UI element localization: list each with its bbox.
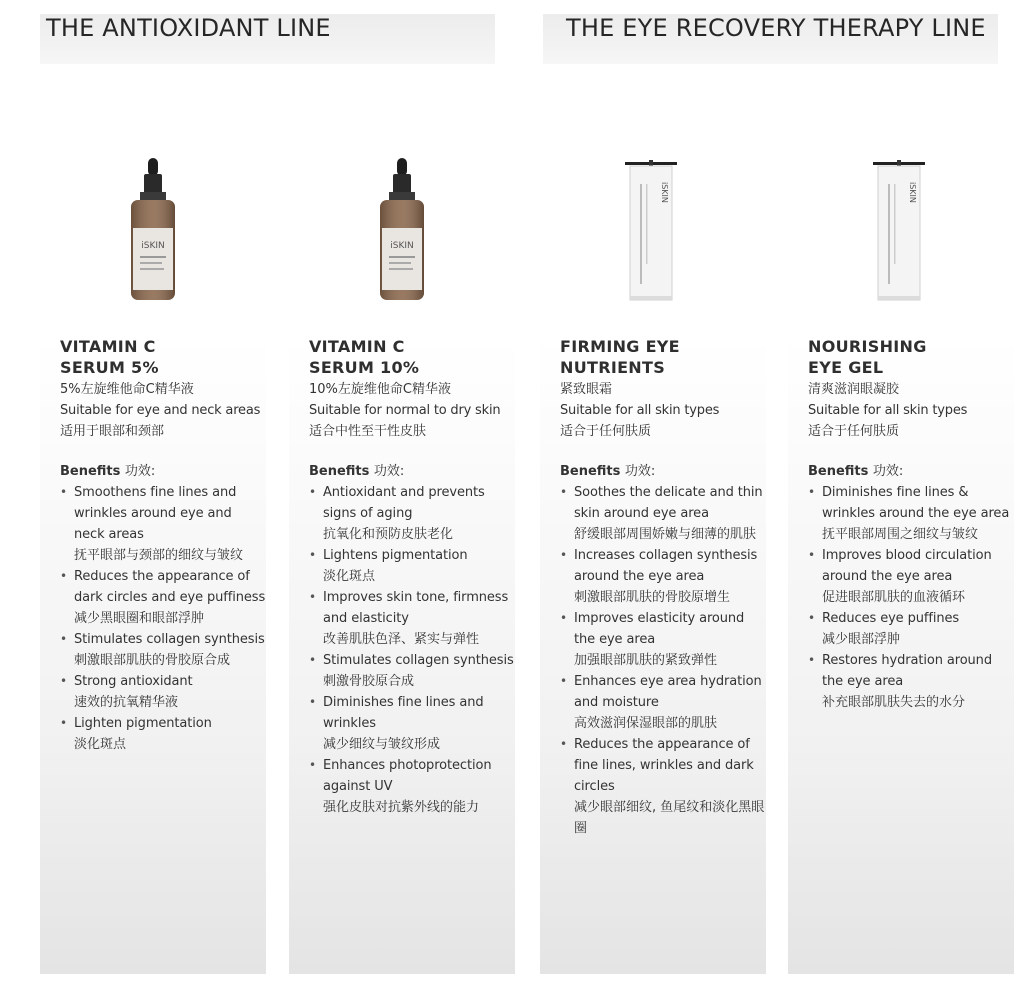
list-item: • Soothes the delicate and thin skin around eye area 舒缓眼部周围娇嫩与细薄的肌肤	[560, 482, 766, 545]
list-item: • Enhances eye area hydration and moisture 高效滋润保湿眼部的肌肤	[560, 671, 766, 734]
list-item: • Improves blood circulation around the eye area 促进眼部肌肤的血液循环	[808, 545, 1014, 608]
list-item: • Smoothens fine lines and wrinkles around eye and neck areas 抚平眼部与颈部的细纹与皱纹	[60, 482, 266, 566]
list-item: • Diminishes fine lines and wrinkles 减少细纹与皱纹形成	[309, 692, 515, 755]
dropper-bottle-image	[40, 156, 266, 306]
list-item: • Diminishes fine lines & wrinkles around the eye area 抚平眼部周围之细纹与皱纹	[808, 482, 1014, 545]
suitability: Suitable for eye and neck areas	[60, 403, 261, 418]
benefits-list	[560, 482, 766, 839]
product-column-nourishing-eye-gel	[788, 64, 1014, 974]
suitability: Suitable for normal to dry skin	[309, 403, 501, 418]
benefits-list	[309, 482, 515, 818]
list-item: • Enhances photoprotection against UV 强化皮肤对抗紫外线的能力	[309, 755, 515, 818]
suitability-chinese: 适合中性至干性皮肤	[309, 424, 427, 439]
product-name-chinese: 紧致眼霜	[560, 382, 613, 397]
list-item: • Reduces the appearance of dark circles and eye puffiness 减少黑眼圈和眼部浮肿	[60, 566, 266, 629]
suitability-chinese: 适合于任何肤质	[808, 424, 900, 439]
list-item: • Antioxidant and prevents signs of aging 抗氧化和预防皮肤老化	[309, 482, 515, 545]
svg-text:iSKIN: iSKIN	[390, 241, 414, 251]
suitability-chinese: 适用于眼部和颈部	[60, 424, 165, 439]
product-column-vitamin-c-10	[289, 64, 515, 974]
svg-text:iSKIN: iSKIN	[141, 241, 165, 251]
svg-text:iSKIN: iSKIN	[660, 182, 669, 203]
product-column-vitamin-c-5	[40, 64, 266, 974]
benefits-heading: Benefits 功效:	[60, 464, 156, 479]
suitability: Suitable for all skin types	[560, 403, 720, 418]
product-name: NOURISHING EYE GEL	[808, 337, 927, 377]
benefits-heading: Benefits 功效:	[808, 464, 904, 479]
benefits-heading: Benefits 功效:	[309, 464, 405, 479]
suitability-chinese: 适合于任何肤质	[560, 424, 652, 439]
list-item: • Stimulates collagen synthesis 刺激眼部肌肤的骨胶原合成	[60, 629, 266, 671]
dropper-bottle-image	[289, 156, 515, 306]
antioxidant-line-title: THE ANTIOXIDANT LINE	[46, 14, 331, 42]
product-name-chinese: 清爽滋润眼凝胶	[808, 382, 900, 397]
svg-text:iSKIN: iSKIN	[908, 182, 917, 203]
eye-cream-tube-image	[540, 156, 766, 306]
product-name: VITAMIN C SERUM 5%	[60, 337, 159, 377]
product-name: VITAMIN C SERUM 10%	[309, 337, 420, 377]
suitability: Suitable for all skin types	[808, 403, 968, 418]
eye-gel-tube-image	[788, 156, 1014, 306]
list-item: • Restores hydration around the eye area 补充眼部肌肤失去的水分	[808, 650, 1014, 713]
list-item: • Improves skin tone, firmness and elasticity 改善肌肤色泽、紧实与弹性	[309, 587, 515, 650]
product-column-firming-eye-nutrients	[540, 64, 766, 974]
list-item: • Reduces the appearance of fine lines, wrinkles and dark circles 减少眼部细纹, 鱼尾纹和淡化黑眼圈	[560, 734, 766, 839]
product-name-chinese: 5%左旋维他命C精华液	[60, 382, 194, 397]
list-item: • Lighten pigmentation 淡化斑点	[60, 713, 266, 755]
product-name-chinese: 10%左旋维他命C精华液	[309, 382, 451, 397]
benefits-list	[808, 482, 1014, 713]
benefits-list	[60, 482, 266, 755]
product-name: FIRMING EYE NUTRIENTS	[560, 337, 680, 377]
list-item: • Lightens pigmentation 淡化斑点	[309, 545, 515, 587]
list-item: • Stimulates collagen synthesis 刺激骨胶原合成	[309, 650, 515, 692]
list-item: • Improves elasticity around the eye area 加强眼部肌肤的紧致弹性	[560, 608, 766, 671]
eye-recovery-line-title: THE EYE RECOVERY THERAPY LINE	[566, 14, 986, 42]
list-item: • Increases collagen synthesis around the eye area 刺激眼部肌肤的骨胶原增生	[560, 545, 766, 608]
benefits-heading: Benefits 功效:	[560, 464, 656, 479]
list-item: • Strong antioxidant 速效的抗氧精华液	[60, 671, 266, 713]
list-item: • Reduces eye puffines 减少眼部浮肿	[808, 608, 1014, 650]
